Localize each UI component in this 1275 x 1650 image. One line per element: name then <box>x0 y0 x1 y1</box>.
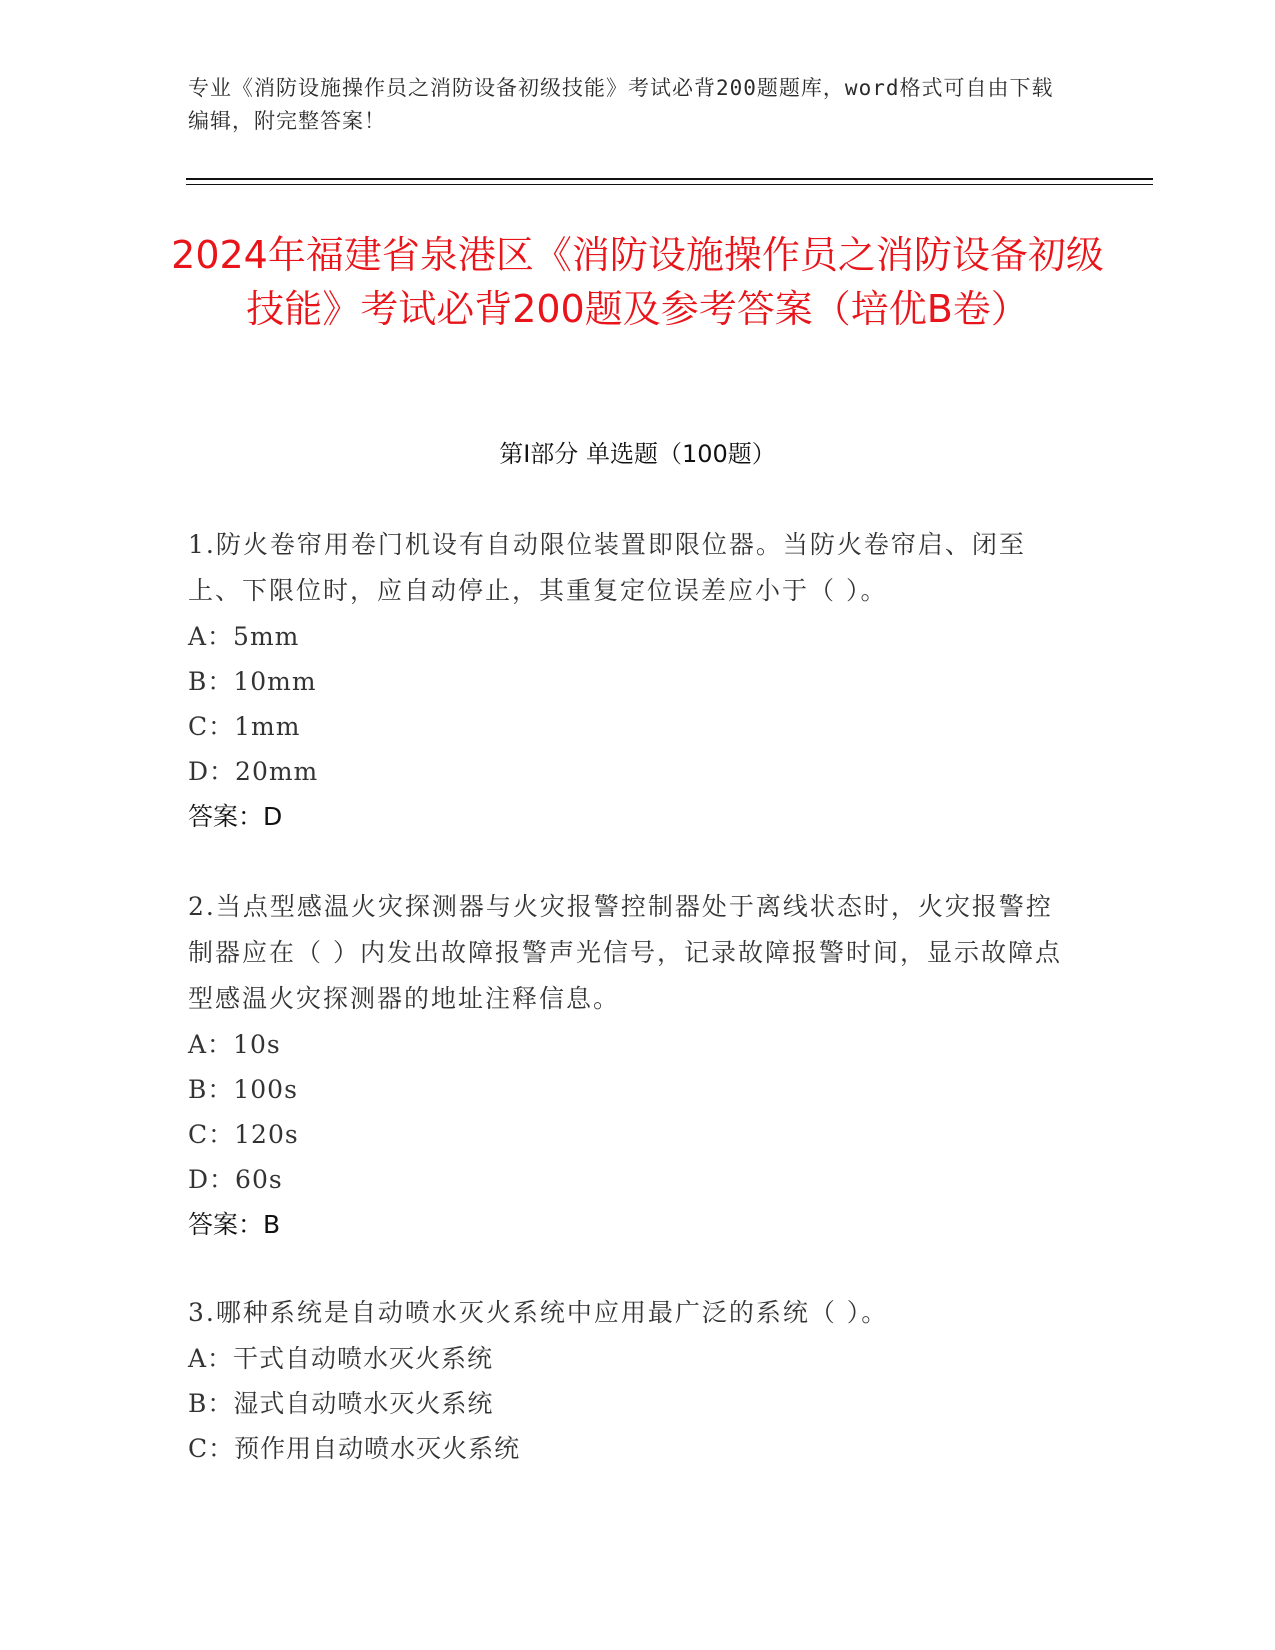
option-c: C：预作用自动喷水灭火系统 <box>188 1434 521 1463</box>
document-title: 2024年福建省泉港区《消防设施操作员之消防设备初级技能》考试必背200题及参考答案（培优B卷） <box>171 233 1104 331</box>
header-divider-thick <box>186 178 1153 180</box>
answer: 答案：D <box>188 802 283 831</box>
option-b: B：湿式自动喷水灭火系统 <box>188 1389 494 1418</box>
option-c: C：1mm <box>188 712 301 741</box>
question-stem: 1.防火卷帘用卷门机设有自动限位装置即限位器。当防火卷帘启、闭至上、下限位时，应自动停止，其重复定位误差应小于（ ）。 <box>188 530 1026 605</box>
question-2 <box>188 884 1068 1247</box>
question-1 <box>188 522 1068 839</box>
option-b: B：10mm <box>188 667 317 696</box>
question-stem: 3.哪种系统是自动喷水灭火系统中应用最广泛的系统（ ）。 <box>188 1298 889 1327</box>
option-a: A：干式自动喷水灭火系统 <box>188 1344 494 1373</box>
question-3 <box>188 1290 1068 1471</box>
section-heading: 第I部分 单选题（100题） <box>499 440 776 468</box>
option-a: A：5mm <box>188 622 300 651</box>
question-stem: 2.当点型感温火灾探测器与火灾报警控制器处于离线状态时，火灾报警控制器应在（ ）内发出故障报警声光信号，记录故障报警时间，显示故障点型感温火灾探测器的地址注释信息。 <box>188 892 1062 1013</box>
option-b: B：100s <box>188 1075 298 1104</box>
option-d: D：20mm <box>188 757 319 786</box>
option-a: A：10s <box>188 1030 281 1059</box>
answer: 答案：B <box>188 1210 281 1239</box>
header-note: 专业《消防设施操作员之消防设备初级技能》考试必背200题题库，word格式可自由下载编辑，附完整答案！ <box>188 76 1054 133</box>
option-d: D：60s <box>188 1165 283 1194</box>
header-divider-thin <box>186 184 1153 185</box>
option-c: C：120s <box>188 1120 299 1149</box>
